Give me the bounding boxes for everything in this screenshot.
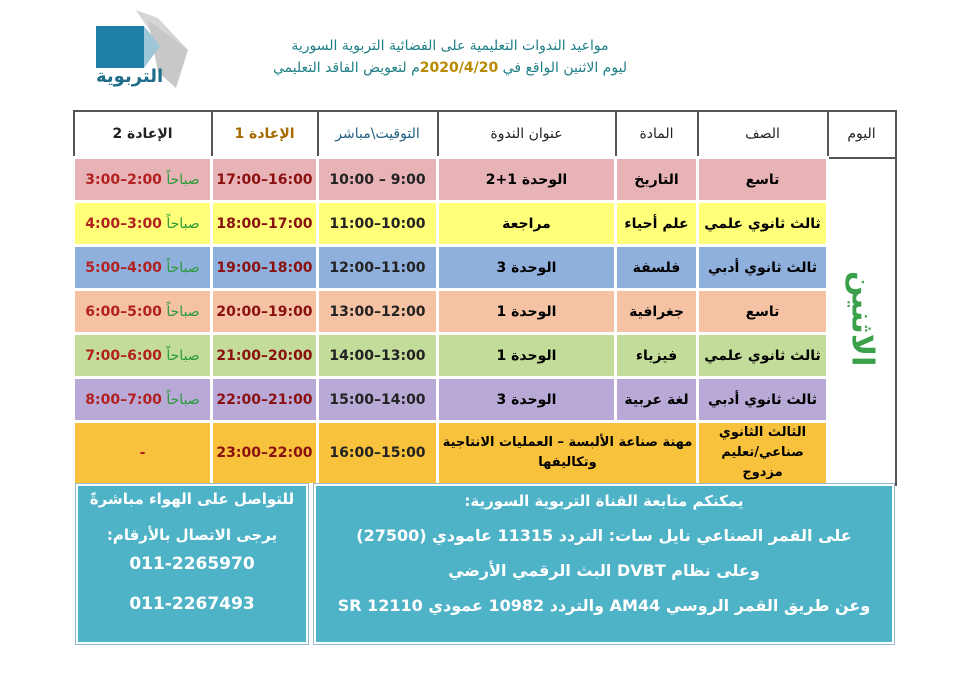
channel-title: يمكنكم متابعة القناة التربوية السورية: [464,492,744,510]
table-header-row [74,111,896,158]
header-line-2-post: م لتعويض الفاقد التعليمي [272,60,420,76]
contact-call-text: يرجى الاتصال بالأرقام: [106,526,278,544]
cell-rep1: 17:00–16:00 [212,158,318,202]
cell-subject: جغرافية [616,290,698,334]
header-line-1: مواعيد الندوات التعليمية على الفضائية التربوية السورية [291,38,609,54]
cell-rep1: 22:00–21:00 [212,378,318,422]
header-rep2: الإعادة 2 [74,111,212,158]
rep2-suffix: صباحاً [161,347,200,364]
cell-title: الوحدة 3 [438,378,616,422]
rep2-time: - [139,445,146,461]
table-row [74,378,896,422]
cell-subject: فلسفة [616,246,698,290]
header-line-2 [240,60,660,76]
schedule-table [72,110,897,486]
cell-title: مهنة صناعة الألبسة – العمليات الانتاجية وتكاليفها [438,422,698,485]
table-row [74,246,896,290]
header-subject: المادة [616,111,698,158]
rep2-time: 8:00–7:00 [85,391,162,408]
channel-line-2: وعلى نظام DVBT البث الرقمي الأرضي [448,561,760,580]
cell-title: مراجعة [438,202,616,246]
header-class: الصف [698,111,828,158]
cell-rep2 [74,158,212,202]
cell-class: الثالث الثانوي صناعي/تعليم مزدوج [698,422,828,485]
header-date: 2020/4/20 [419,60,499,76]
rep2-suffix: صباحاً [161,259,200,276]
table-row [74,334,896,378]
channel-info-box [314,484,894,644]
cell-live: 16:00–15:00 [318,422,438,485]
rep2-time: 6:00–5:00 [85,303,162,320]
cell-rep1: 19:00–18:00 [212,246,318,290]
channel-line-3: وعن طريق القمر الروسي AM44 والتردد 10982 عمودي SR 12110 [337,596,871,615]
cell-rep1: 18:00–17:00 [212,202,318,246]
rep2-suffix: صباحاً [161,391,200,408]
cell-subject: التاريخ [616,158,698,202]
cell-class: تاسع [698,158,828,202]
cell-title: الوحدة 3 [438,246,616,290]
cell-live: 10:00 – 9:00 [318,158,438,202]
rep2-time: 3:00–2:00 [85,171,162,188]
table-row [74,202,896,246]
cell-live: 11:00–10:00 [318,202,438,246]
cell-live: 13:00–12:00 [318,290,438,334]
table-row [74,422,896,485]
cell-title: الوحدة 1 [438,290,616,334]
cell-subject: علم أحياء [616,202,698,246]
page-header [240,38,660,76]
logo-text: التربوية [96,66,164,87]
table-row [74,158,896,202]
cell-rep2 [74,334,212,378]
cell-class: ثالث ثانوي علمي [698,334,828,378]
cell-subject: لغة عربية [616,378,698,422]
cell-title: الوحدة 1+2 [438,158,616,202]
header-day: اليوم [828,111,896,158]
table-row [74,290,896,334]
cell-rep2 [74,202,212,246]
rep2-time: 7:00–6:00 [85,347,162,364]
phone-number-2: 011-2267493 [129,594,255,614]
header-rep1: الإعادة 1 [212,111,318,158]
cell-live: 14:00–13:00 [318,334,438,378]
phone-number-1: 011-2265970 [129,554,255,574]
cell-rep2 [74,246,212,290]
cell-day [828,158,896,485]
header-live: التوقيت\مباشر [318,111,438,158]
cell-live: 12:00–11:00 [318,246,438,290]
channel-line-1: على القمر الصناعي نايل سات: التردد 11315 عامودي (27500) [356,526,852,545]
cell-live: 15:00–14:00 [318,378,438,422]
cell-rep2 [74,378,212,422]
rep2-time: 4:00–3:00 [85,215,162,232]
cell-rep1: 20:00–19:00 [212,290,318,334]
header-line-2-pre: ليوم الاثنين الواقع في [498,60,628,76]
cell-class: ثالث ثانوي أدبي [698,378,828,422]
rep2-suffix: صباحاً [161,215,200,232]
header-title: عنوان الندوة [438,111,616,158]
contact-box [76,484,308,644]
cell-rep2 [74,422,212,485]
cell-rep2 [74,290,212,334]
cell-subject: فيزياء [616,334,698,378]
cell-title: الوحدة 1 [438,334,616,378]
cell-rep1: 21:00–20:00 [212,334,318,378]
rep2-suffix: صباحاً [161,303,200,320]
cell-class: تاسع [698,290,828,334]
day-label: الاثنين [844,271,880,367]
cell-class: ثالث ثانوي أدبي [698,246,828,290]
rep2-suffix: صباحاً [161,171,200,188]
cell-rep1: 23:00–22:00 [212,422,318,485]
rep2-time: 5:00–4:00 [85,259,162,276]
cell-class: ثالث ثانوي علمي [698,202,828,246]
contact-title: للتواصل على الهواء مباشرةً [89,490,295,508]
